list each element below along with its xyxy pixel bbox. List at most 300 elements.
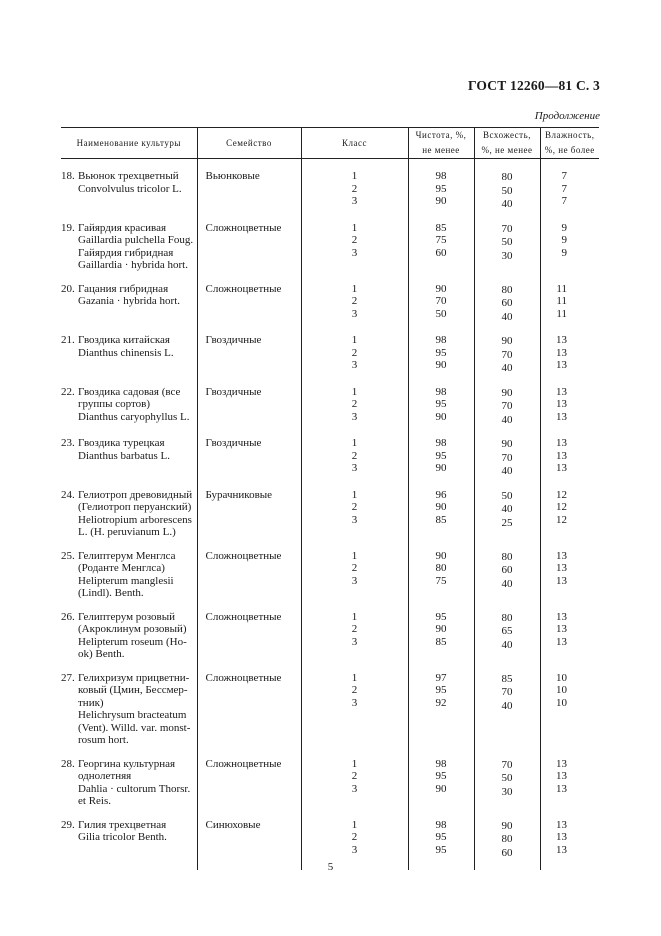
germination-value: 60 — [501, 564, 513, 576]
purity-value: 98 — [435, 818, 447, 831]
purity-value: 70 — [435, 295, 447, 307]
column-header-family: Семейство — [197, 128, 301, 159]
spacer-cell — [408, 426, 474, 437]
class-value: 1 — [351, 818, 358, 831]
culture-cell — [61, 386, 197, 427]
spacer-cell — [301, 747, 408, 758]
culture-name-line — [61, 758, 197, 771]
moisture-value: 13 — [556, 831, 567, 843]
spacer-cell — [301, 600, 408, 611]
moisture-cell — [540, 334, 599, 375]
class-value: 2 — [351, 182, 358, 195]
germination-value: 40 — [501, 413, 513, 426]
column-header-germination: Всхожесть, %, не менее — [474, 128, 540, 159]
purity-cell — [408, 611, 474, 661]
moisture-value: 9 — [561, 246, 567, 259]
purity-cell — [408, 283, 474, 324]
table-row — [61, 550, 599, 600]
spacer-cell — [301, 661, 408, 672]
germination-value: 90 — [501, 335, 513, 347]
germination-value: 30 — [501, 785, 513, 798]
germination-cell — [474, 170, 540, 211]
moisture-value: 13 — [556, 818, 567, 831]
class-value: 2 — [351, 562, 358, 574]
germination-value: 65 — [501, 625, 513, 637]
family-cell: Сложноцветные — [197, 672, 301, 747]
purity-value: 98 — [435, 170, 447, 182]
culture-name-line: (Акроклинум розовый) — [78, 623, 187, 635]
page-number: 5 — [327, 861, 334, 873]
germination-value: 40 — [501, 699, 513, 712]
class-value: 3 — [351, 574, 358, 587]
culture-cell — [61, 283, 197, 324]
culture-cell — [61, 437, 197, 478]
moisture-value: 13 — [556, 610, 567, 623]
spacer-cell — [61, 426, 197, 437]
germination-value: 50 — [501, 489, 513, 502]
culture-name-line: однолетняя — [78, 770, 132, 782]
moisture-cell — [540, 386, 599, 427]
spacer-cell — [301, 272, 408, 283]
class-cell — [301, 222, 408, 272]
spacer-cell — [540, 661, 599, 672]
spacer-cell — [197, 159, 301, 171]
germination-value: 40 — [501, 362, 513, 374]
class-value: 3 — [351, 635, 358, 648]
spacer-cell — [408, 375, 474, 386]
class-cell — [301, 550, 408, 600]
purity-value: 75 — [435, 574, 447, 587]
germination-cell — [474, 386, 540, 427]
spacer-cell — [474, 600, 540, 611]
moisture-value: 13 — [556, 770, 567, 782]
germination-value: 50 — [501, 236, 513, 248]
culture-name-line: Dahlia · cultorum Thorsr. — [78, 782, 191, 795]
row-spacer — [61, 808, 599, 819]
class-value: 3 — [351, 696, 358, 709]
spacer-cell — [408, 600, 474, 611]
class-value: 3 — [351, 843, 358, 856]
row-spacer — [61, 661, 599, 672]
class-value: 2 — [351, 831, 358, 843]
purity-value: 90 — [435, 282, 447, 295]
culture-name-line — [61, 611, 197, 624]
culture-name-line: Helichrysum bracteatum — [78, 709, 187, 721]
germination-value: 70 — [501, 400, 513, 412]
purity-value: 80 — [435, 562, 447, 574]
purity-cell — [408, 819, 474, 860]
spacer-cell — [61, 600, 197, 611]
purity-cell — [408, 437, 474, 478]
spacer-cell — [61, 159, 197, 171]
culture-name-line — [61, 222, 197, 235]
culture-name-text: Гвоздика садовая (все — [78, 385, 181, 398]
spacer-cell — [197, 323, 301, 334]
class-value: 3 — [351, 246, 358, 259]
spacer-cell — [61, 478, 197, 489]
column-header-purity: Чистота, %, не менее — [408, 128, 474, 159]
spacer-cell — [61, 272, 197, 283]
moisture-value: 13 — [556, 385, 567, 398]
spacer-cell — [540, 211, 599, 222]
purity-value: 92 — [435, 696, 447, 709]
family-cell: Гвоздичные — [197, 437, 301, 478]
class-cell — [301, 170, 408, 211]
spacer-cell — [197, 272, 301, 283]
germination-value: 80 — [501, 611, 513, 624]
culture-name-line: L. (H. peruvianum L.) — [78, 526, 176, 538]
purity-value: 90 — [435, 782, 447, 795]
moisture-cell — [540, 437, 599, 478]
class-value: 3 — [351, 307, 358, 320]
family-cell: Бурачниковые — [197, 489, 301, 539]
moisture-value: 13 — [556, 334, 567, 346]
class-value: 2 — [351, 234, 358, 246]
spacer-cell — [408, 808, 474, 819]
moisture-value: 7 — [561, 182, 567, 195]
table-row — [61, 758, 599, 808]
moisture-cell — [540, 222, 599, 272]
purity-value: 85 — [435, 513, 447, 526]
row-number: 23. — [61, 437, 75, 449]
spacer-cell — [197, 426, 301, 437]
culture-name-text: Гелиптерум розовый — [78, 610, 176, 623]
family-cell: Вьюнковые — [197, 170, 301, 211]
spacer-cell — [540, 375, 599, 386]
moisture-cell — [540, 550, 599, 600]
purity-value: 85 — [435, 221, 447, 234]
class-value: 2 — [351, 449, 358, 462]
moisture-value: 7 — [561, 170, 567, 182]
culture-name-line: (Vent). Willd. var. monst- — [78, 721, 191, 734]
culture-name-line: (Гелиотроп перуанский) — [78, 501, 192, 513]
purity-cell — [408, 222, 474, 272]
culture-cell — [61, 489, 197, 539]
moisture-value: 12 — [556, 513, 567, 526]
germination-cell — [474, 819, 540, 860]
table-header-row — [61, 128, 599, 159]
spacer-cell — [197, 661, 301, 672]
culture-name-text: Вьюнок трехцветный — [78, 170, 179, 182]
culture-cell — [61, 758, 197, 808]
purity-value: 75 — [435, 234, 447, 246]
culture-name-text: Георгина культурная — [78, 757, 176, 770]
table-row — [61, 170, 599, 211]
spacer-cell — [540, 747, 599, 758]
moisture-cell — [540, 489, 599, 539]
germination-value: 70 — [501, 686, 513, 698]
row-spacer — [61, 600, 599, 611]
table-row — [61, 611, 599, 661]
class-value: 2 — [351, 623, 358, 635]
moisture-value: 13 — [556, 843, 567, 856]
row-spacer — [61, 426, 599, 437]
continued-label: Продолжение — [534, 110, 600, 122]
purity-cell — [408, 758, 474, 808]
culture-name-line: Gaillardia · hybrida hort. — [78, 259, 188, 271]
culture-name-text: Гелиотроп древовидный — [78, 488, 193, 501]
moisture-value: 13 — [556, 398, 567, 410]
purity-value: 95 — [435, 182, 447, 195]
header-title: ГОСТ 12260—81 С. 3 — [467, 78, 600, 93]
germination-value: 70 — [501, 348, 513, 361]
spacer-cell — [474, 661, 540, 672]
culture-name-line: ok) Benth. — [78, 648, 125, 660]
row-number: 24. — [61, 488, 75, 501]
column-header-culture: Наименование культуры — [61, 128, 197, 159]
germination-value: 40 — [501, 638, 513, 651]
spacer-cell — [474, 211, 540, 222]
spacer-cell — [474, 272, 540, 283]
spacer-cell — [301, 323, 408, 334]
moisture-value: 11 — [556, 282, 567, 295]
class-value: 2 — [351, 295, 358, 307]
row-spacer — [61, 211, 599, 222]
culture-name-text: Гелиптерум Менглса — [78, 549, 176, 562]
moisture-cell — [540, 611, 599, 661]
row-number: 18. — [61, 170, 75, 182]
purity-cell — [408, 170, 474, 211]
culture-name-line — [61, 386, 197, 399]
spacer-cell — [61, 211, 197, 222]
spacer-cell — [540, 808, 599, 819]
spacer-cell — [61, 539, 197, 550]
germination-value: 70 — [501, 222, 513, 235]
spacer-cell — [301, 426, 408, 437]
germination-value: 60 — [501, 846, 513, 859]
germination-value: 30 — [501, 249, 513, 262]
spacer-cell — [540, 600, 599, 611]
culture-name-line: Heliotropium arborescens — [78, 513, 192, 526]
moisture-value: 13 — [556, 437, 567, 449]
spacer-cell — [301, 375, 408, 386]
culture-name-line: тник) — [78, 696, 104, 709]
class-value: 1 — [351, 437, 358, 449]
spacer-cell — [540, 323, 599, 334]
purity-value: 90 — [435, 549, 447, 562]
culture-name-line: Gazania · hybrida hort. — [78, 295, 181, 307]
spacer-cell — [474, 747, 540, 758]
class-value: 1 — [351, 221, 358, 234]
moisture-value: 13 — [556, 782, 567, 795]
spacer-cell — [61, 323, 197, 334]
purity-value: 85 — [435, 635, 447, 648]
purity-value: 96 — [435, 488, 447, 501]
moisture-value: 11 — [556, 295, 567, 307]
moisture-value: 13 — [556, 346, 567, 359]
culture-name-text: Гилия трехцветная — [78, 818, 167, 831]
culture-name-line: Gilia tricolor Benth. — [78, 831, 167, 843]
family-cell: Сложноцветные — [197, 758, 301, 808]
culture-cell — [61, 334, 197, 375]
class-value: 1 — [351, 671, 358, 684]
spacer-cell — [197, 747, 301, 758]
purity-value: 95 — [435, 684, 447, 696]
spacer-cell — [301, 211, 408, 222]
spacer-cell — [474, 159, 540, 171]
moisture-value: 13 — [556, 549, 567, 562]
moisture-value: 10 — [556, 671, 567, 684]
culture-name-line: Helipterum roseum (Ho- — [78, 635, 187, 648]
column-header-moisture: Влажность, %, не более — [540, 128, 599, 159]
germination-value: 60 — [501, 297, 513, 309]
purity-value: 90 — [435, 359, 447, 371]
culture-name-line: Dianthus caryophyllus L. — [78, 410, 190, 423]
spacer-cell — [61, 375, 197, 386]
moisture-value: 13 — [556, 562, 567, 574]
row-spacer — [61, 375, 599, 386]
spacer-cell — [408, 661, 474, 672]
purity-value: 98 — [435, 437, 447, 449]
culture-name-text: Гвоздика китайская — [78, 334, 170, 346]
spacer-cell — [540, 159, 599, 171]
moisture-value: 11 — [556, 307, 567, 320]
culture-name-line: Gaillardia pulchella Foug. — [78, 234, 194, 246]
germination-value: 40 — [501, 465, 513, 477]
class-value: 2 — [351, 770, 358, 782]
table-row — [61, 283, 599, 324]
germination-value: 90 — [501, 438, 513, 450]
class-value: 1 — [351, 334, 358, 346]
class-value: 2 — [351, 398, 358, 410]
spacer-cell — [474, 426, 540, 437]
family-cell: Гвоздичные — [197, 386, 301, 427]
spacer-cell — [61, 661, 197, 672]
culture-name-text: Гвоздика турецкая — [78, 437, 165, 449]
germination-value: 40 — [501, 503, 513, 515]
purity-cell — [408, 489, 474, 539]
purity-value: 90 — [435, 623, 447, 635]
germination-cell — [474, 672, 540, 747]
moisture-cell — [540, 170, 599, 211]
row-spacer — [61, 323, 599, 334]
column-header-class: Класс — [301, 128, 408, 159]
germination-value: 40 — [501, 577, 513, 590]
table-row — [61, 672, 599, 747]
culture-cell — [61, 819, 197, 860]
spacer-cell — [408, 539, 474, 550]
purity-cell — [408, 334, 474, 375]
moisture-value: 7 — [561, 195, 567, 207]
row-number: 28. — [61, 757, 75, 770]
spacer-cell — [197, 375, 301, 386]
class-value: 3 — [351, 462, 358, 474]
row-number: 19. — [61, 221, 75, 234]
class-cell — [301, 819, 408, 860]
row-number: 26. — [61, 610, 75, 623]
culture-name-line: Helipterum manglesii — [78, 574, 174, 587]
germination-cell — [474, 758, 540, 808]
culture-name-line — [61, 283, 197, 296]
class-value: 2 — [351, 501, 358, 513]
culture-cell — [61, 611, 197, 661]
family-cell: Сложноцветные — [197, 283, 301, 324]
spacer-cell — [408, 159, 474, 171]
class-value: 3 — [351, 359, 358, 371]
seed-quality-table — [61, 127, 599, 870]
germination-value: 50 — [501, 184, 513, 197]
class-value: 1 — [351, 282, 358, 295]
spacer-cell — [408, 211, 474, 222]
class-cell — [301, 672, 408, 747]
table-row — [61, 819, 599, 860]
purity-value: 98 — [435, 334, 447, 346]
class-value: 1 — [351, 757, 358, 770]
purity-value: 90 — [435, 410, 447, 423]
purity-value: 95 — [435, 398, 447, 410]
purity-value: 98 — [435, 385, 447, 398]
class-cell — [301, 283, 408, 324]
moisture-value: 12 — [556, 488, 567, 501]
family-cell: Гвоздичные — [197, 334, 301, 375]
table-body — [61, 159, 599, 871]
germination-value: 85 — [501, 672, 513, 685]
moisture-value: 13 — [556, 757, 567, 770]
spacer-cell — [540, 478, 599, 489]
spacer-cell — [61, 747, 197, 758]
moisture-value: 13 — [556, 574, 567, 587]
moisture-value: 13 — [556, 635, 567, 648]
germination-cell — [474, 334, 540, 375]
germination-value: 90 — [501, 819, 513, 832]
culture-name-line — [61, 550, 197, 563]
moisture-value: 10 — [556, 696, 567, 709]
table-row — [61, 489, 599, 539]
purity-value: 97 — [435, 671, 447, 684]
spacer-cell — [540, 426, 599, 437]
class-value: 3 — [351, 782, 358, 795]
spacer-cell — [197, 600, 301, 611]
spacer-cell — [408, 478, 474, 489]
culture-name-text: Гелихризум прицветни- — [78, 671, 190, 684]
culture-name-line: et Reis. — [78, 795, 111, 807]
spacer-cell — [197, 539, 301, 550]
culture-name-line: Dianthus barbatus L. — [78, 449, 170, 462]
culture-name-line — [61, 437, 197, 450]
culture-name-line — [61, 819, 197, 832]
moisture-cell — [540, 758, 599, 808]
moisture-value: 9 — [561, 221, 567, 234]
purity-value: 90 — [435, 195, 447, 207]
spacer-cell — [540, 539, 599, 550]
germination-value: 70 — [501, 451, 513, 464]
germination-value: 70 — [501, 758, 513, 771]
table-row — [61, 386, 599, 427]
culture-name-line — [61, 489, 197, 502]
row-spacer — [61, 272, 599, 283]
culture-name-line: (Роданте Менглса) — [78, 562, 165, 574]
culture-cell — [61, 222, 197, 272]
germination-value: 90 — [501, 386, 513, 399]
class-value: 2 — [351, 684, 358, 696]
spacer-cell — [197, 478, 301, 489]
row-spacer — [61, 747, 599, 758]
culture-name-line: группы сортов) — [78, 398, 151, 410]
culture-name-line: Dianthus chinensis L. — [78, 346, 174, 359]
culture-name-line: (Lindl). Benth. — [78, 587, 144, 599]
spacer-cell — [474, 539, 540, 550]
class-value: 2 — [351, 346, 358, 359]
germination-cell — [474, 283, 540, 324]
class-value: 1 — [351, 549, 358, 562]
row-number: 27. — [61, 671, 75, 684]
spacer-cell — [408, 323, 474, 334]
purity-value: 90 — [435, 462, 447, 474]
table-row — [61, 437, 599, 478]
germination-value: 80 — [501, 171, 513, 183]
culture-name-text: Гайярдия красивая — [78, 221, 167, 234]
spacer-cell — [474, 323, 540, 334]
